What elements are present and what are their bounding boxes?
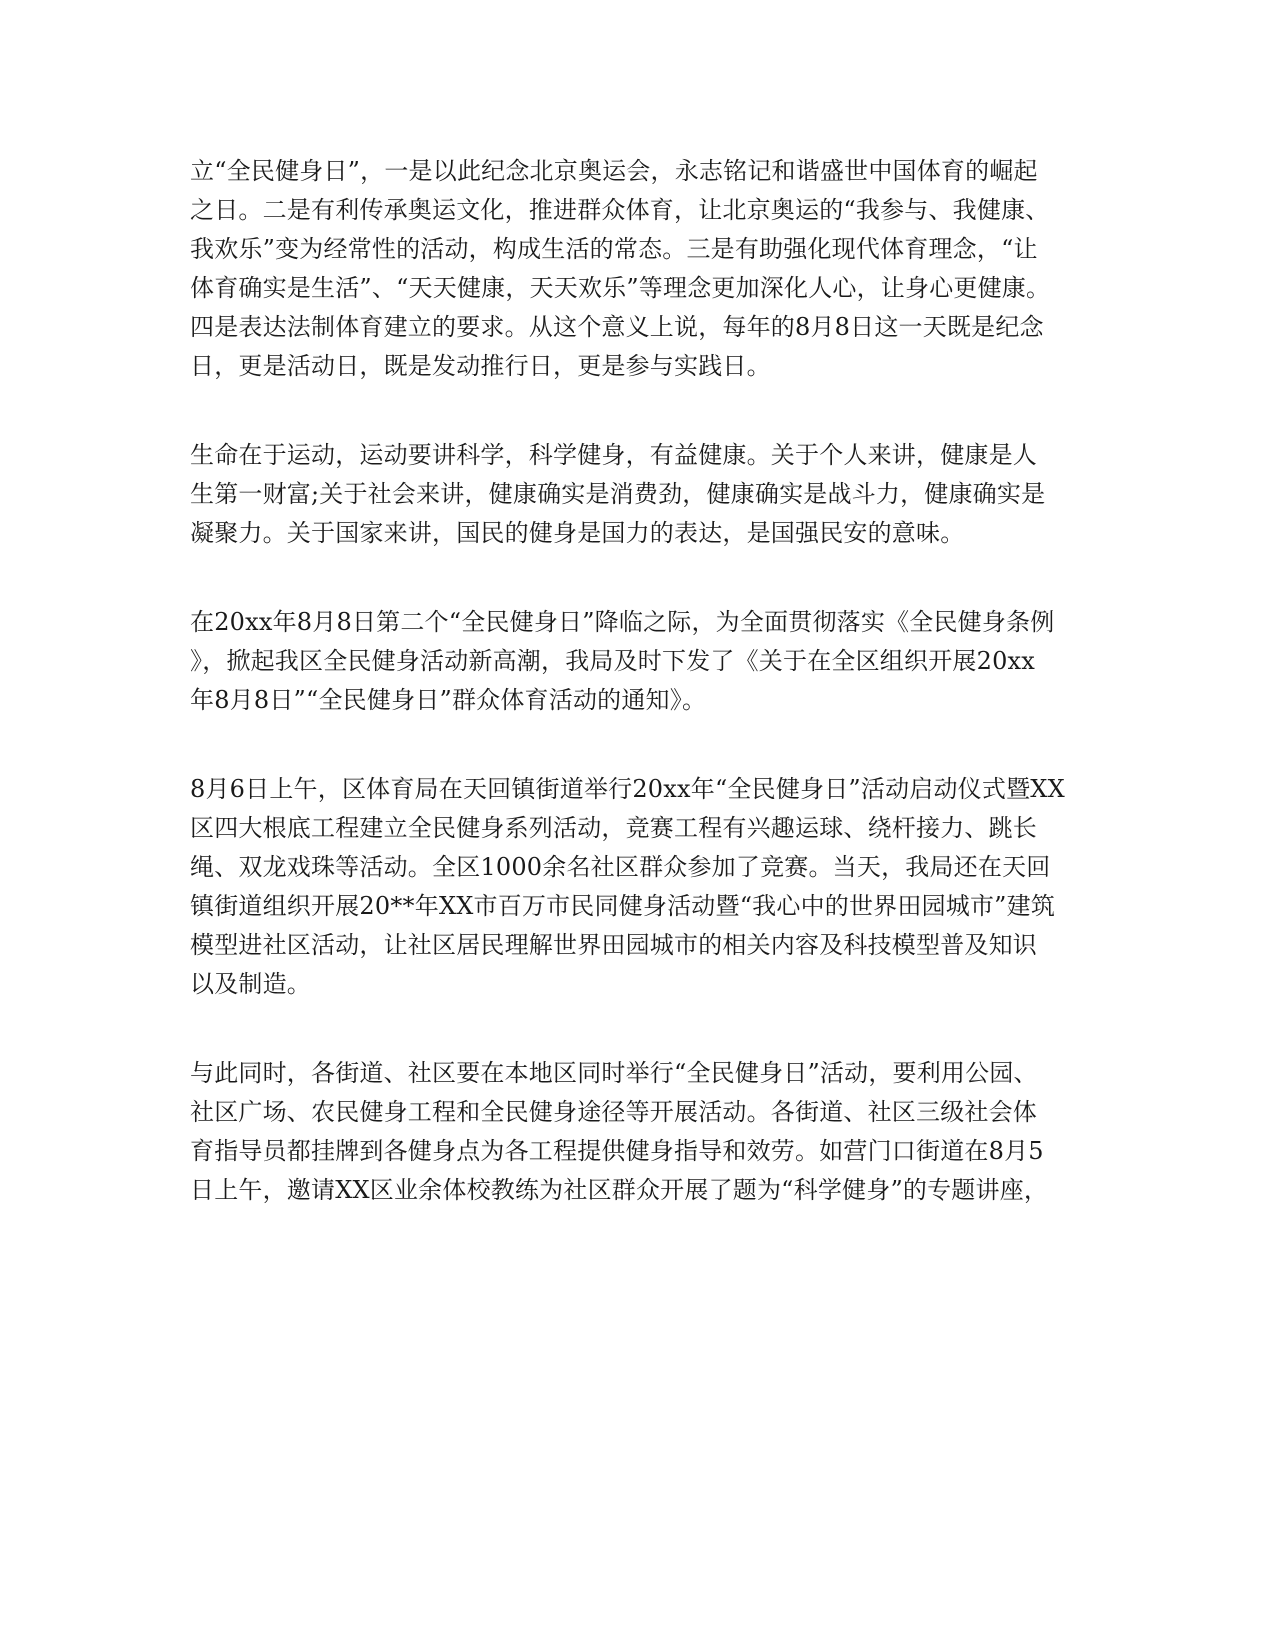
paragraph-3 xyxy=(190,603,1070,720)
text-line: 社区广场、农民健身工程和全民健身途径等开展活动。各街道、社区三级社会体 xyxy=(190,1098,1037,1126)
text-line: 生命在于运动，运动要讲科学，科学健身，有益健康。关于个人来讲，健康是人 xyxy=(190,441,1037,469)
text-line: 镇街道组织开展20**年XX市百万市民同健身活动暨“我心中的世界田园城市”建筑 xyxy=(190,892,1056,920)
text-line: 日上午，邀请XX区业余体校教练为社区群众开展了题为“科学健身”的专题讲座， xyxy=(190,1176,1049,1204)
text-line: 》，掀起我区全民健身活动新高潮，我局及时下发了《关于在全区组织开展20xx xyxy=(190,647,1036,675)
text-line: 生第一财富;关于社会来讲，健康确实是消费劲，健康确实是战斗力，健康确实是 xyxy=(190,480,1046,508)
text-line: 年8月8日”“全民健身日”群众体育活动的通知》。 xyxy=(190,686,707,714)
text-line: 日，更是活动日，既是发动推行日，更是参与实践日。 xyxy=(190,352,771,380)
text-line: 四是表达法制体育建立的要求。从这个意义上说，每年的8月8日这一天既是纪念 xyxy=(190,313,1044,341)
text-line: 模型进社区活动，让社区居民理解世界田园城市的相关内容及科技模型普及知识 xyxy=(190,931,1037,959)
paragraph-2 xyxy=(190,436,1070,553)
text-line: 以及制造。 xyxy=(190,970,311,998)
text-line: 绳、双龙戏珠等活动。全区1000余名社区群众参加了竞赛。当天，我局还在天回 xyxy=(190,853,1051,881)
text-line: 8月6日上午，区体育局在天回镇街道举行20xx年“全民健身日”活动启动仪式暨XX xyxy=(190,775,1065,803)
paragraph-1 xyxy=(190,152,1070,386)
paragraph-5 xyxy=(190,1054,1070,1210)
text-line: 我欢乐”变为经常性的活动，构成生活的常态。三是有助强化现代体育理念，“让 xyxy=(190,235,1038,263)
text-line: 在20xx年8月8日第二个“全民健身日”降临之际，为全面贯彻落实《全民健身条例 xyxy=(190,608,1055,636)
text-line: 区四大根底工程建立全民健身系列活动，竞赛工程有兴趣运球、绕杆接力、跳长 xyxy=(190,814,1037,842)
text-line: 体育确实是生活”、“天天健康，天天欢乐”等理念更加深化人心，让身心更健康。 xyxy=(190,274,1051,302)
paragraph-4 xyxy=(190,770,1070,1004)
text-line: 之日。二是有利传承奥运文化，推进群众体育，让北京奥运的“我参与、我健康、 xyxy=(190,196,1050,224)
document-body xyxy=(190,152,1070,1260)
text-line: 立“全民健身日”，一是以此纪念北京奥运会，永志铭记和谐盛世中国体育的崛起 xyxy=(190,157,1038,185)
text-line: 育指导员都挂牌到各健身点为各工程提供健身指导和效劳。如营门口街道在8月5 xyxy=(190,1137,1044,1165)
text-line: 凝聚力。关于国家来讲，国民的健身是国力的表达，是国强民安的意味。 xyxy=(190,519,965,547)
text-line: 与此同时，各街道、社区要在本地区同时举行“全民健身日”活动，要利用公园、 xyxy=(190,1059,1038,1087)
